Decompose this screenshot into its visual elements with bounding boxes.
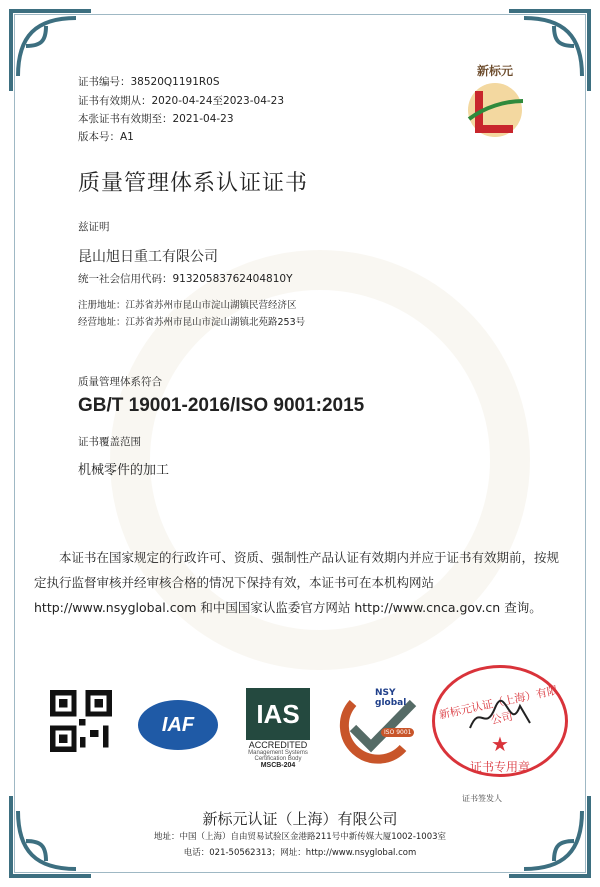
star-icon: ★ bbox=[491, 732, 509, 756]
seal-text: 新标元认证（上海）有限公司 bbox=[437, 683, 559, 727]
ias-mark: IAS bbox=[246, 688, 310, 740]
certify-label: 兹证明 bbox=[78, 221, 110, 233]
signature-icon bbox=[465, 698, 535, 738]
official-seal bbox=[432, 665, 568, 777]
this-valid-to: 本张证书有效期至：2021-04-23 bbox=[78, 113, 234, 125]
brand-logo bbox=[450, 62, 540, 142]
registered-address: 注册地址：江苏省苏州市昆山市淀山湖镇民营经济区 bbox=[78, 300, 297, 311]
seal-bottom-text: 证书专用章 bbox=[469, 760, 530, 774]
valid-period: 证书有效期从：2020-04-24至2023-04-23 bbox=[78, 95, 285, 107]
iso-badge: ISO 9001 bbox=[381, 728, 414, 737]
ias-code: MSCB-204 bbox=[260, 762, 296, 769]
ias-logo bbox=[246, 688, 310, 769]
iaf-logo: IAF bbox=[138, 700, 218, 750]
conforms-label: 质量管理体系符合 bbox=[78, 376, 162, 388]
ias-sub2: Certification Body bbox=[254, 756, 302, 762]
company-name: 昆山旭日重工有限公司 bbox=[78, 249, 218, 265]
page-title: 质量管理体系认证证书 bbox=[78, 171, 309, 196]
standard: GB/T 19001-2016/ISO 9001:2015 bbox=[78, 395, 365, 416]
operating-address: 经营地址：江苏省苏州市昆山市淀山湖镇北苑路253号 bbox=[78, 317, 306, 328]
cert-number: 证书编号：38520Q1191R0S bbox=[78, 76, 220, 88]
scope-label: 证书覆盖范围 bbox=[78, 436, 141, 448]
version: 版本号：A1 bbox=[78, 131, 134, 143]
qr-code-icon bbox=[50, 690, 112, 752]
brand-emblem-icon bbox=[455, 79, 535, 141]
signer-label: 证书签发人 bbox=[462, 794, 502, 803]
footer-address: 地址：中国（上海）自由贸易试验区金港路211号中新传媒大厦1002-1003室 bbox=[153, 832, 447, 842]
brand-logo-text: 新标元 bbox=[476, 64, 513, 78]
footer-contact: 电话：021-50562313；网址：http://www.nsyglobal.com bbox=[183, 848, 417, 858]
nsy-global-text: global bbox=[375, 698, 407, 708]
notice-paragraph: 本证书在国家规定的行政许可、资质、强制性产品认证有效期内并应于证书有效期前，按规定执行监督审核并经审核合格的情况下保持有效，本证书可在本机构网站 http://www.nsyglobal.com 和中国国家认监委官方网站 http://www.cnca.gov.cn 查询。 bbox=[34, 550, 560, 615]
nsy-iso-logo bbox=[333, 688, 419, 768]
scope: 机械零件的加工 bbox=[78, 463, 170, 478]
ias-sub1: Management Systems bbox=[248, 750, 308, 756]
credit-code: 统一社会信用代码：91320583762404810Y bbox=[78, 273, 293, 285]
nsy-text: NSY bbox=[375, 688, 396, 698]
ias-accredited: ACCREDITED bbox=[248, 740, 308, 750]
footer-company: 新标元认证（上海）有限公司 bbox=[202, 810, 398, 828]
